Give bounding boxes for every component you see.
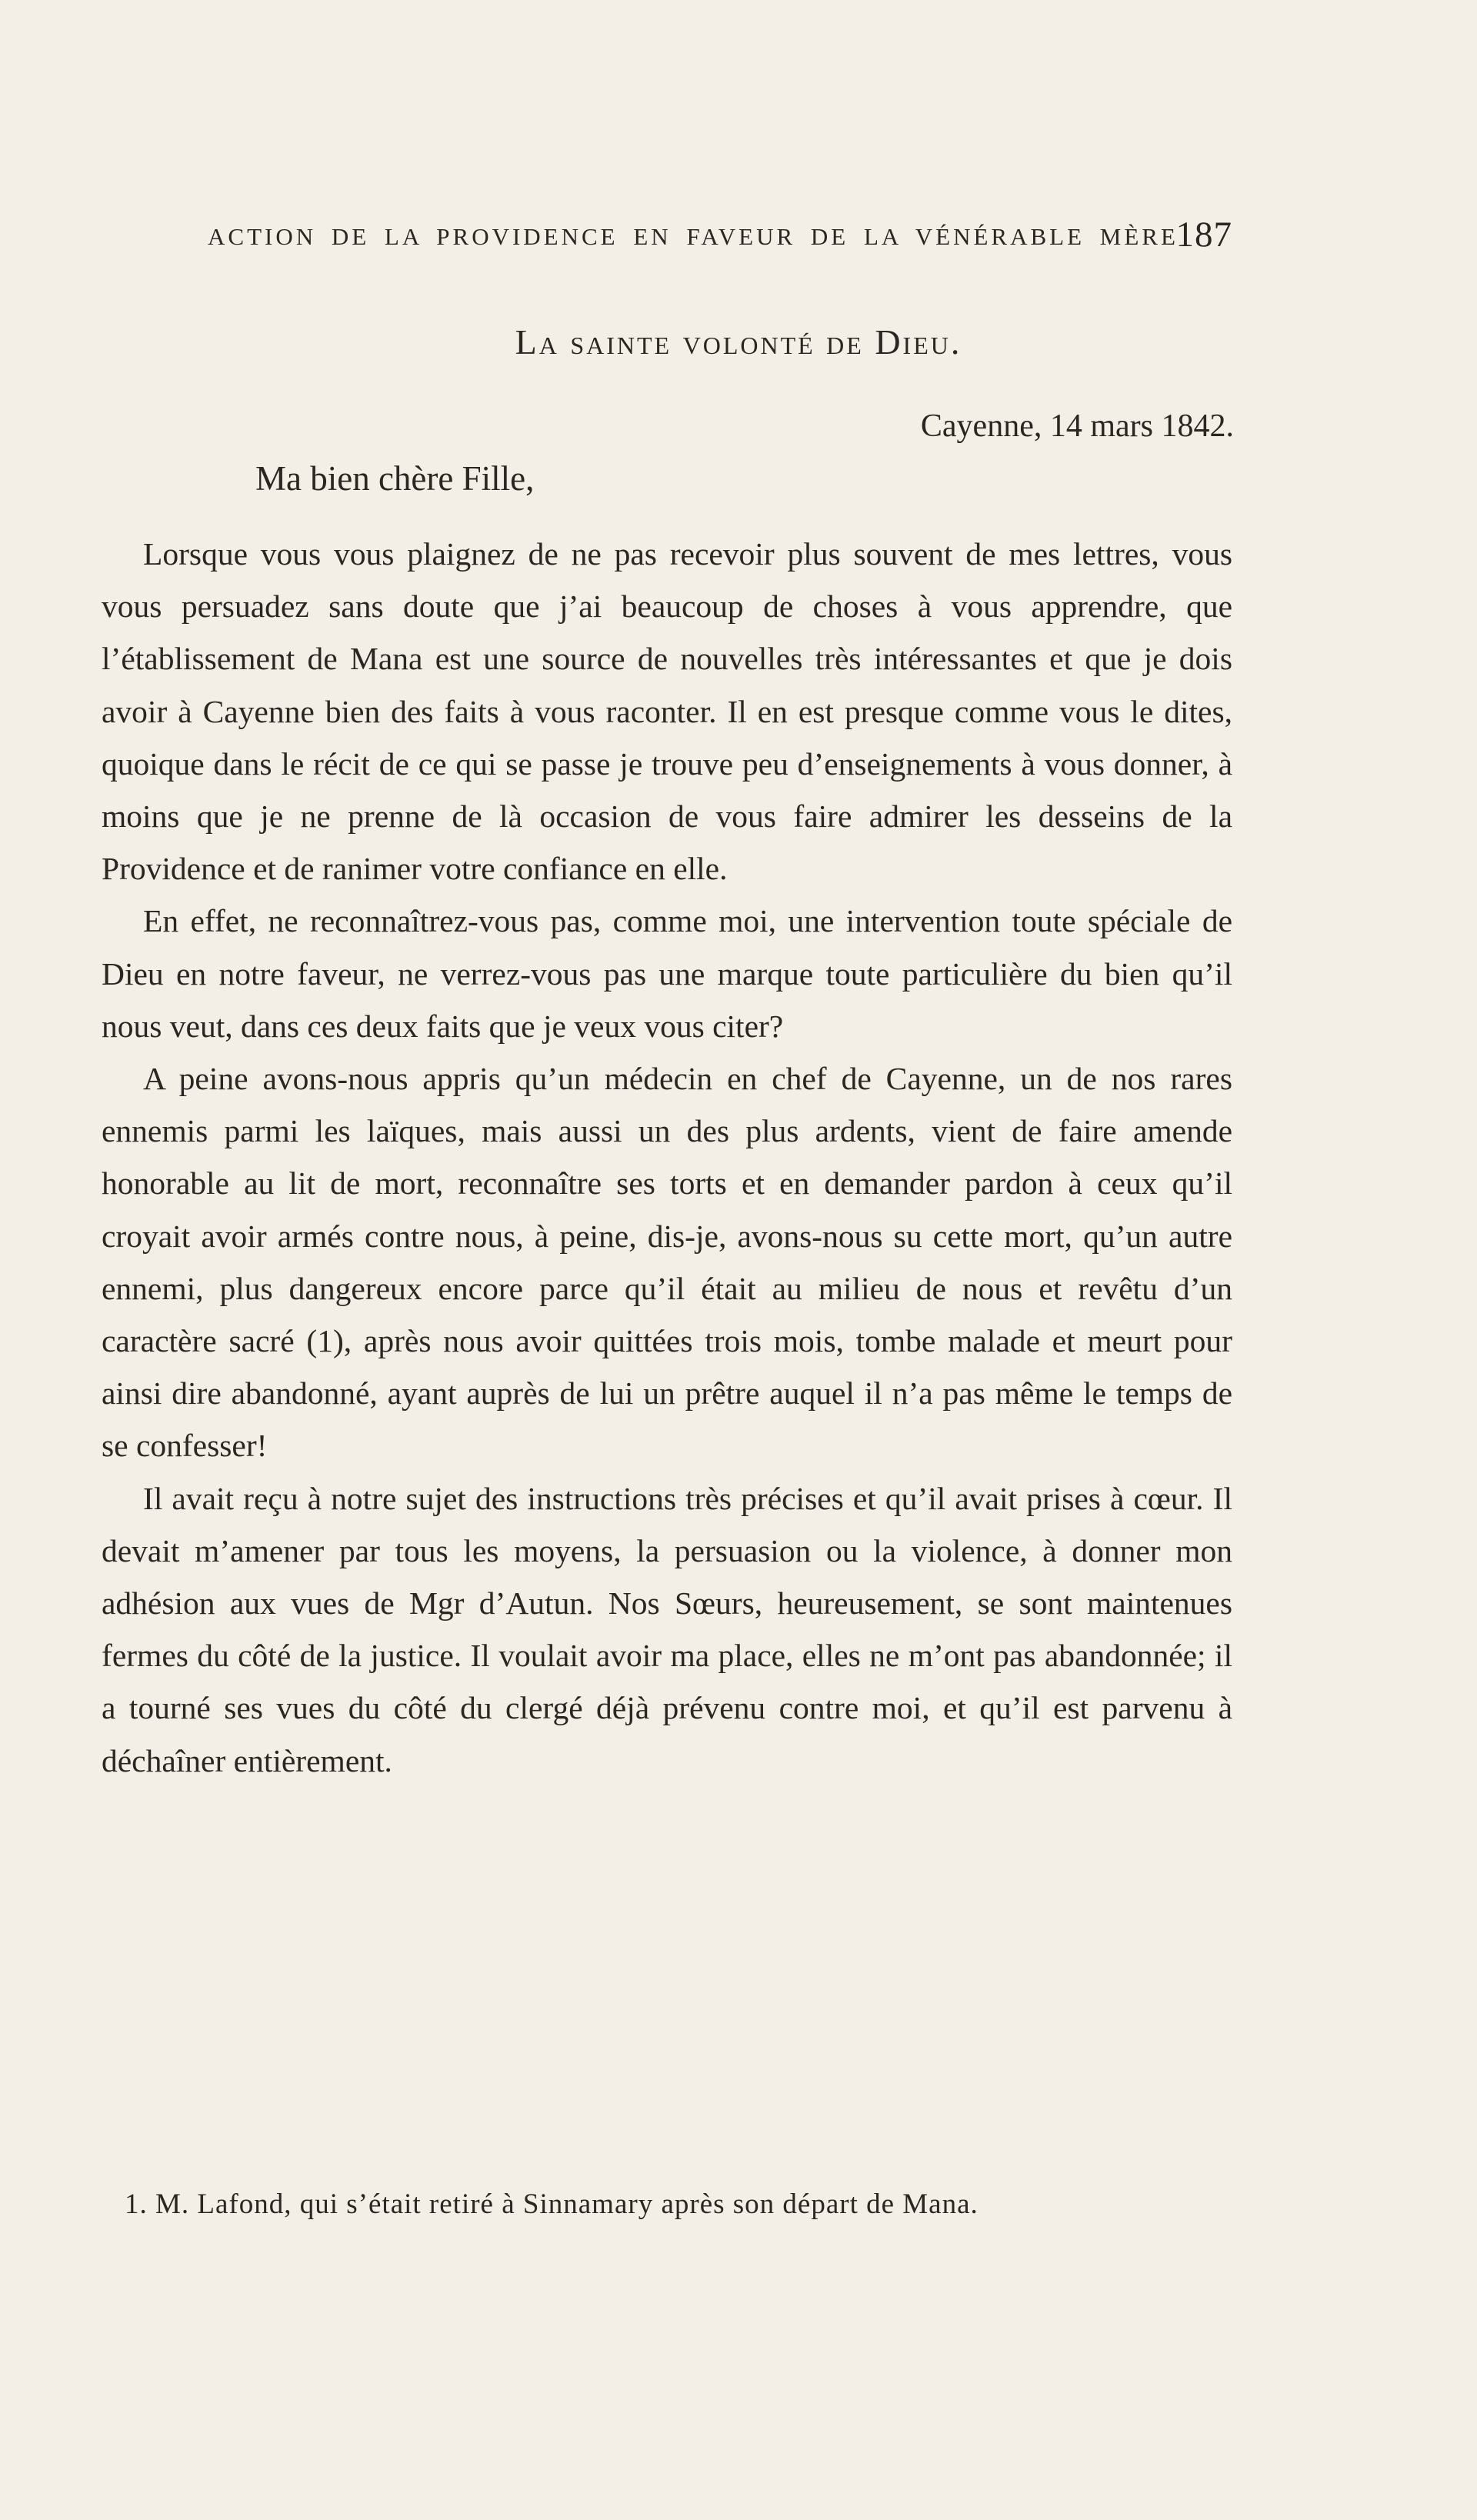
body-paragraph: En effet, ne reconnaîtrez-vous pas, comme moi, une intervention toute spéciale de Dieu en notre faveur, ne verrez-vous pas une marque toute particulière du bien qu’il nous veut, dans ces deux faits que je veux vous citer? (102, 903, 1232, 1044)
body-paragraph: Il avait reçu à notre sujet des instructions très précises et qu’il avait prises à cœur. Il devait m’amener par tous les moyens, la persuasion ou la violence, à donner mon adhésion aux vues de Mgr d’Autun. Nos Sœurs, heureusement, se sont maintenues fermes du côté de la justice. Il voulait avoir ma place, elles ne m’ont pas abandonnée; il a tourné ses vues du côté du clergé déjà prévenu contre moi, et qu’il est parvenu à déchaîner entièrement. (102, 1480, 1232, 1778)
body-paragraph: A peine avons-nous appris qu’un médecin en chef de Cayenne, un de nos rares ennemis parmi les laïques, mais aussi un des plus ardents, vient de faire amende honorable au lit de mort, reconnaître ses torts et en demander pardon à ceux qu’il croyait avoir armés contre nous, à peine, dis-je, avons-nous su cette mort, qu’un autre ennemi, plus dangereux encore parce qu’il était au milieu de nous et revêtu d’un caractère sacré (1), après nous avoir quittées trois mois, tombe malade et meurt pour ainsi dire abandonné, ayant auprès de lui un prêtre auquel il n’a pas même le temps de se confesser! (102, 1061, 1232, 1464)
letter-salutation: Ma bien chère Fille, (255, 459, 535, 498)
footnote: 1. M. Lafond, qui s’était retiré à Sinnamary après son départ de Mana. (125, 2188, 979, 2220)
running-head (208, 215, 1232, 265)
letter-title: La sainte volonté de Dieu. (515, 322, 962, 362)
letter-dateline: Cayenne, 14 mars 1842. (920, 408, 1234, 444)
running-title: ACTION DE LA PROVIDENCE EN FAVEUR DE LA VÉNÉRABLE MÈRE (208, 223, 1179, 250)
letter-body (102, 528, 1232, 1787)
page-number: 187 (1175, 215, 1232, 255)
body-paragraph: Lorsque vous vous plaignez de ne pas recevoir plus souvent de mes lettres, vous vous persuadez sans doute que j’ai beaucoup de choses à vous apprendre, que l’établissement de Mana est une source de nouvelles très intéressantes et que je dois avoir à Cayenne bien des faits à vous raconter. Il en est presque comme vous le dites, quoique dans le récit de ce qui se passe je trouve peu d’enseignements à vous donner, à moins que je ne prenne de là occasion de vous faire admirer les desseins de la Providence et de ranimer votre confiance en elle. (102, 536, 1232, 887)
